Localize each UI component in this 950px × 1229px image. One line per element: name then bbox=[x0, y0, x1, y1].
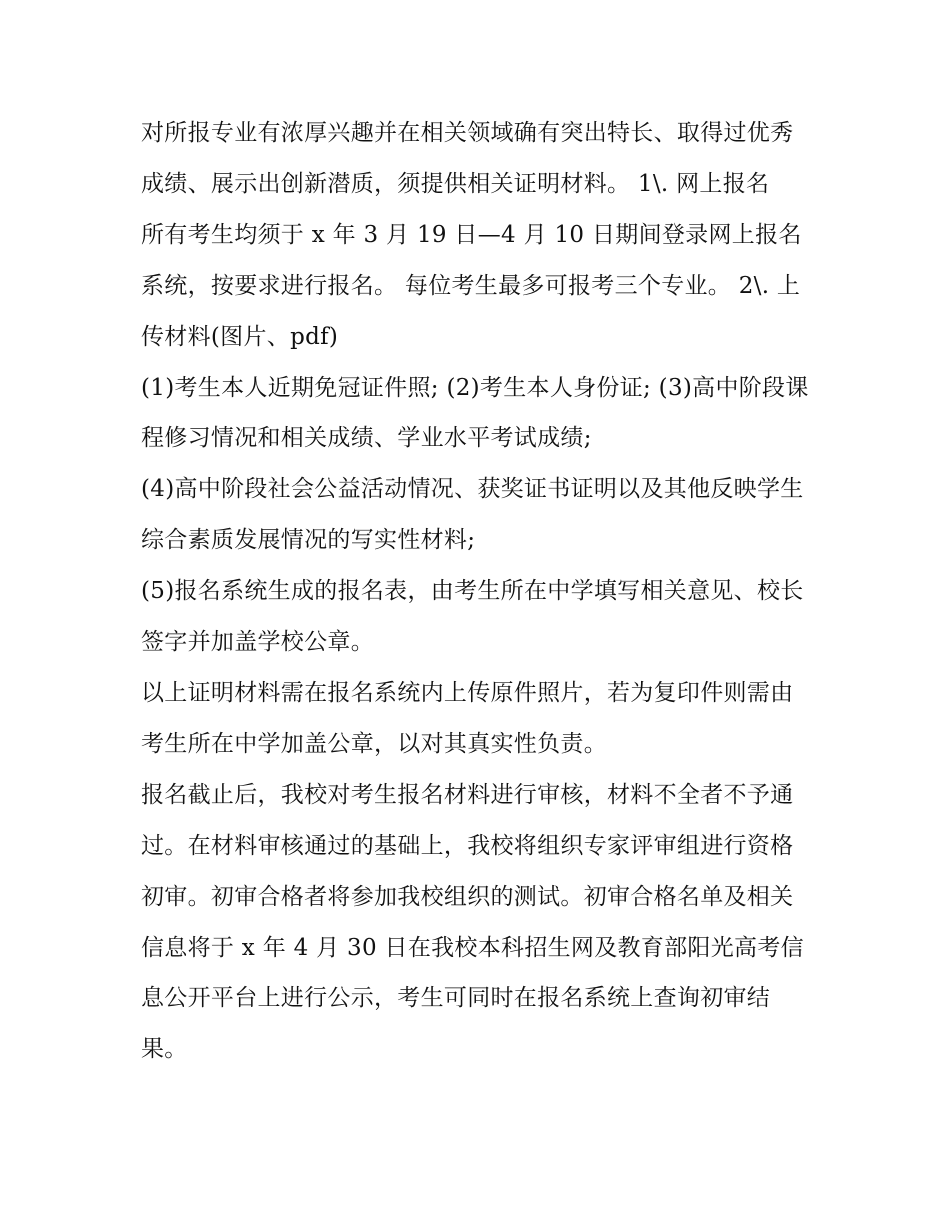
paragraph-material-4: (4)高中阶段社会公益活动情况、获奖证书证明以及其他反映学生综合素质发展情况的写实性材料; bbox=[141, 476, 804, 554]
paragraph-talent-and-online-registration: 对所报专业有浓厚兴趣并在相关领域确有突出特长、取得过优秀成绩、展示出创新潜质，须提供相关证明材料。 1\. 网上报名 bbox=[141, 120, 794, 197]
paragraph-review-and-publicity: 报名截止后，我校对考生报名材料进行审核，材料不全者不予通过。在材料审核通过的基础上，我校将组织专家评审组进行资格初审。初审合格者将参加我校组织的测试。初审合格名单及相关信息将于 x 年 4 月 30 日在我校本科招生网及教育部阳光高考信息公开平台上进行公示，考生可同时在报名系统上查询初审结果。 bbox=[141, 781, 804, 1063]
paragraph-registration-period-and-upload: 所有考生均须于 x 年 3 月 19 日—4 月 10 日期间登录网上报名系统，按要求进行报名。 每位考生最多可报考三个专业。 2\. 上传材料(图片、pdf) bbox=[141, 221, 802, 350]
paragraph-original-photo-requirement: 以上证明材料需在报名系统内上传原件照片，若为复印件则需由考生所在中学加盖公章，以对其真实性负责。 bbox=[141, 679, 794, 757]
paragraph-material-5: (5)报名系统生成的报名表，由考生所在中学填写相关意见、校长签字并加盖学校公章。 bbox=[141, 578, 804, 656]
paragraph-materials-1-3: (1)考生本人近期免冠证件照; (2)考生本人身份证; (3)高中阶段课程修习情况和相关成绩、学业水平考试成绩; bbox=[141, 374, 809, 452]
document-body bbox=[141, 108, 813, 1075]
